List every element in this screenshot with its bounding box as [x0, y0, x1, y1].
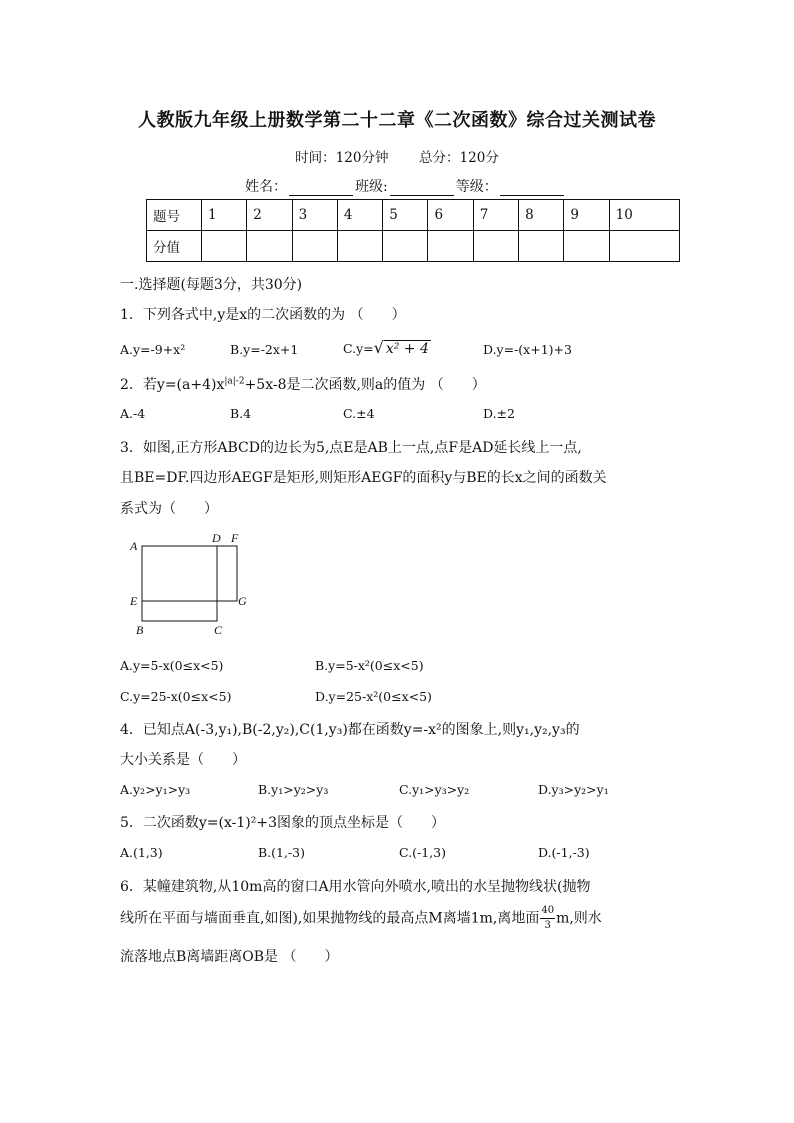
question-3-line-3: 系式为（ ）	[120, 501, 218, 517]
sqrt-icon: √	[373, 338, 384, 357]
exam-meta	[0, 146, 794, 166]
q2-option-c[interactable]: C.±4	[343, 406, 375, 421]
q2-option-a[interactable]: A.-4	[120, 406, 146, 421]
q3-option-a[interactable]: A.y=5-x(0≤x<5)	[120, 658, 224, 673]
score-cell[interactable]	[428, 231, 473, 262]
q6-fraction	[540, 904, 555, 933]
score-cell[interactable]	[202, 231, 247, 262]
question-number-cell: 9	[564, 200, 609, 231]
q5-option-b[interactable]: B.(1,-3)	[258, 845, 306, 860]
question-3-line-1: 3．如图,正方形ABCD的边长为5,点E是AB上一点,点F是AD延长线上一点,	[120, 440, 582, 456]
score-cell[interactable]	[519, 231, 564, 262]
q3-option-c[interactable]: C.y=25-x(0≤x<5)	[120, 689, 232, 704]
question-number-cell: 8	[519, 200, 564, 231]
section-heading: 一.选择题(每题3分，共30分)	[120, 277, 303, 293]
q1-option-c[interactable]	[343, 338, 431, 357]
q3-option-d[interactable]: D.y=25-x²(0≤x<5)	[315, 689, 432, 704]
label-f: F	[231, 531, 239, 545]
q2-option-b[interactable]: B.4	[230, 406, 252, 421]
score-header: 分值	[147, 231, 202, 262]
question-number-cell: 2	[247, 200, 292, 231]
label-b: B	[136, 623, 144, 637]
q1-option-a[interactable]: A.y=-9+x²	[120, 342, 186, 357]
table-row	[147, 200, 680, 231]
class-label: 班级:	[355, 179, 388, 195]
score-cell[interactable]	[473, 231, 518, 262]
question-6-line-1: 6．某幢建筑物,从10m高的窗口A用水管向外喷水,喷出的水呈抛物线状(抛物	[120, 879, 591, 895]
question-number-cell: 10	[609, 200, 679, 231]
q2-stem-pre: 2．若y=(a+4)x	[120, 377, 225, 393]
q2-exponent: |a|-2	[224, 376, 245, 387]
score-cell[interactable]	[564, 231, 609, 262]
question-4-line-2: 大小关系是（ ）	[120, 752, 246, 768]
q1-option-c-radicand: x² + 4	[385, 341, 429, 357]
label-a: A	[130, 539, 138, 553]
q6-fraction-denominator: 3	[544, 920, 551, 931]
score-table	[146, 199, 680, 262]
question-number-cell: 3	[292, 200, 337, 231]
question-number-cell: 4	[337, 200, 382, 231]
name-label: 姓名：	[245, 179, 287, 195]
q6-fraction-numerator: 40	[540, 904, 555, 919]
question-4-line-1: 4．已知点A(-3,y₁),B(-2,y₂),C(1,y₃)都在函数y=-x²的图象上,则y₁,y₂,y₃的	[120, 722, 580, 738]
q5-option-a[interactable]: A.(1,3)	[120, 845, 163, 860]
q2-stem-post: +5x-8是二次函数,则a的值为 （ ）	[244, 377, 486, 393]
label-d: D	[212, 531, 221, 545]
question-number-cell: 6	[428, 200, 473, 231]
square-abcd	[142, 546, 217, 621]
table-row	[147, 231, 680, 262]
exam-total-score: 总分：120分	[419, 150, 499, 166]
class-field[interactable]	[390, 181, 454, 196]
score-cell[interactable]	[247, 231, 292, 262]
q3-figure	[120, 528, 260, 643]
q1-option-b[interactable]: B.y=-2x+1	[230, 342, 299, 357]
label-e: E	[130, 594, 138, 608]
question-number-cell: 7	[473, 200, 518, 231]
q5-option-d[interactable]: D.(-1,-3)	[538, 845, 590, 860]
score-cell[interactable]	[337, 231, 382, 262]
grade-field[interactable]	[500, 181, 564, 196]
q6-line-2-pre: 线所在平面与墙面垂直,如图),如果抛物线的最高点M离墙1m,离地面	[120, 910, 540, 927]
question-6-line-2	[120, 904, 602, 933]
label-g: G	[238, 594, 247, 608]
grade-label: 等级：	[455, 179, 498, 195]
q6-line-2-post: m,则水	[556, 910, 602, 927]
question-number-header: 题号	[147, 200, 202, 231]
q4-option-b[interactable]: B.y₁>y₂>y₃	[258, 782, 329, 797]
q4-option-c[interactable]: C.y₁>y₃>y₂	[399, 782, 470, 797]
student-info	[245, 176, 566, 196]
page-title: 人教版九年级上册数学第二十二章《二次函数》综合过关测试卷	[138, 110, 656, 131]
question-number-cell: 1	[202, 200, 247, 231]
question-5-stem: 5．二次函数y=(x-1)²+3图象的顶点坐标是（ ）	[120, 815, 446, 831]
label-c: C	[214, 623, 223, 637]
q1-option-c-prefix: C.y=	[343, 341, 374, 356]
question-6-line-3: 流落地点B离墙距离OB是 （ ）	[120, 949, 339, 965]
q4-option-d[interactable]: D.y₃>y₂>y₁	[538, 782, 609, 797]
q1-option-d[interactable]: D.y=-(x+1)+3	[483, 342, 572, 357]
rectangle-aegf	[142, 546, 237, 601]
exam-time: 时间：120分钟	[295, 150, 389, 166]
q5-option-c[interactable]: C.(-1,3)	[399, 845, 446, 860]
q3-option-b[interactable]: B.y=5-x²(0≤x<5)	[315, 658, 424, 673]
question-1-stem: 1．下列各式中,y是x的二次函数的为 （ ）	[120, 307, 406, 323]
q2-option-d[interactable]: D.±2	[483, 406, 515, 421]
q4-option-a[interactable]: A.y₂>y₁>y₃	[120, 782, 191, 797]
score-cell[interactable]	[609, 231, 679, 262]
question-2-stem	[120, 374, 486, 394]
question-3-line-2: 且BE=DF.四边形AEGF是矩形,则矩形AEGF的面积y与BE的长x之间的函数关	[120, 470, 607, 486]
question-number-cell: 5	[383, 200, 428, 231]
name-field[interactable]	[289, 181, 353, 196]
score-cell[interactable]	[383, 231, 428, 262]
score-cell[interactable]	[292, 231, 337, 262]
